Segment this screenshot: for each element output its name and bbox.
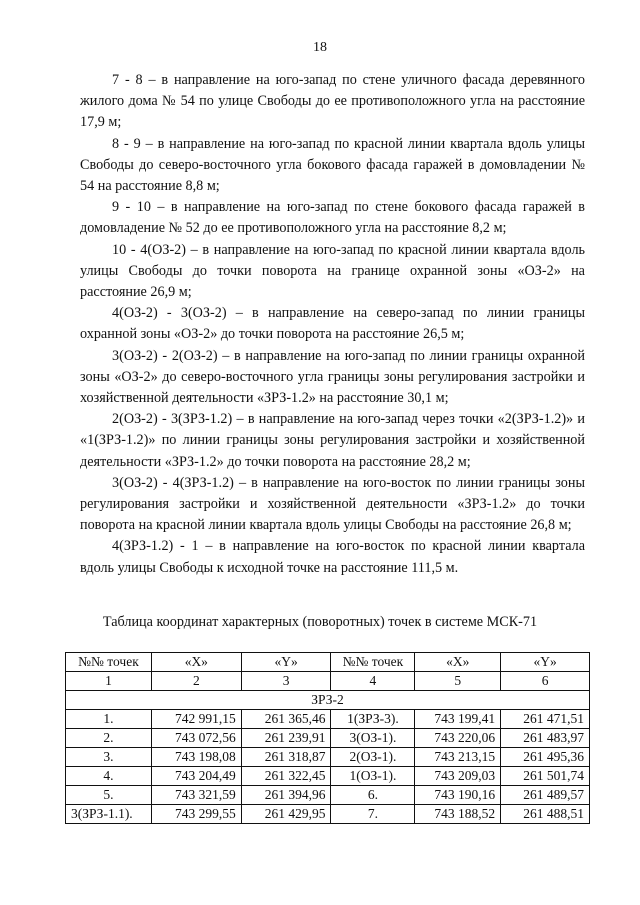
- table-row: [66, 805, 590, 824]
- column-header: «X»: [415, 653, 501, 672]
- table-row: [66, 729, 590, 748]
- paragraph: 10 - 4(ОЗ-2) – в направление на юго-запад по красной линии квартала вдоль улицы Свободы до точки поворота на границе охранной зоны «ОЗ-2» на расстояние 26,9 м;: [80, 241, 585, 301]
- x-value: 743 299,55: [151, 805, 241, 824]
- x-value: 743 199,41: [415, 710, 501, 729]
- column-header: №№ точек: [331, 653, 415, 672]
- table-header-row: [66, 653, 590, 672]
- y-value: 261 239,91: [241, 729, 331, 748]
- x-value: 743 204,49: [151, 767, 241, 786]
- y-value: 261 489,57: [501, 786, 590, 805]
- y-value: 261 429,95: [241, 805, 331, 824]
- table-row: [66, 748, 590, 767]
- table-row: [66, 767, 590, 786]
- y-value: 261 394,96: [241, 786, 331, 805]
- paragraph: 4(ЗРЗ-1.2) - 1 – в направление на юго-восток по красной линии квартала вдоль улицы Свободы к исходной точке на расстояние 111,5 м.: [80, 538, 585, 576]
- point-id: 2(ОЗ-1).: [331, 748, 415, 767]
- column-number: 5: [415, 672, 501, 691]
- point-id: 3.: [66, 748, 152, 767]
- x-value: 743 190,16: [415, 786, 501, 805]
- group-row: [66, 691, 590, 710]
- point-id: 1(ОЗ-1).: [331, 767, 415, 786]
- x-value: 743 198,08: [151, 748, 241, 767]
- column-number: 4: [331, 672, 415, 691]
- x-value: 743 209,03: [415, 767, 501, 786]
- x-value: 742 991,15: [151, 710, 241, 729]
- y-value: 261 471,51: [501, 710, 590, 729]
- document-body: [80, 70, 585, 579]
- y-value: 261 365,46: [241, 710, 331, 729]
- table-caption: Таблица координат характерных (поворотных) точек в системе МСК-71: [102, 614, 538, 630]
- point-id: 6.: [331, 786, 415, 805]
- paragraph: 7 - 8 – в направление на юго-запад по стене уличного фасада деревянного жилого дома № 54 по улице Свободы до ее противоположного угла на расстояние 17,9 м;: [80, 72, 585, 131]
- point-id: 4.: [66, 767, 152, 786]
- group-label: ЗРЗ-2: [66, 691, 590, 710]
- table-row: [66, 786, 590, 805]
- point-id: 3(ЗРЗ-1.1).: [66, 805, 152, 824]
- coordinates-table: [65, 652, 590, 824]
- x-value: 743 220,06: [415, 729, 501, 748]
- paragraph: 3(ОЗ-2) - 4(ЗРЗ-1.2) – в направление на юго-восток по линии границы зоны регулирования застройки и хозяйственной деятельности «ЗРЗ-1.2» до точки поворота на красной линии квартала вдоль улицы Свободы на расстояние 26,8 м;: [80, 474, 585, 534]
- point-id: 3(ОЗ-1).: [331, 729, 415, 748]
- page-number: 18: [313, 40, 327, 55]
- y-value: 261 318,87: [241, 748, 331, 767]
- column-number: 2: [151, 672, 241, 691]
- paragraph: 2(ОЗ-2) - 3(ЗРЗ-1.2) – в направление на юго-запад через точки «2(ЗРЗ-1.2)» и «1(ЗРЗ-1.2)» по линии границы зоны регулирования застройки и хозяйственной деятельности «ЗРЗ-1.2» до точки поворота на расстояние 28,2 м;: [80, 411, 585, 470]
- point-id: 2.: [66, 729, 152, 748]
- column-header: «X»: [151, 653, 241, 672]
- point-id: 1(ЗРЗ-3).: [331, 710, 415, 729]
- point-id: 7.: [331, 805, 415, 824]
- y-value: 261 488,51: [501, 805, 590, 824]
- column-number: 1: [66, 672, 152, 691]
- x-value: 743 188,52: [415, 805, 501, 824]
- x-value: 743 213,15: [415, 748, 501, 767]
- column-header: «Y»: [501, 653, 590, 672]
- column-number: 6: [501, 672, 590, 691]
- table-row: [66, 710, 590, 729]
- x-value: 743 072,56: [151, 729, 241, 748]
- y-value: 261 483,97: [501, 729, 590, 748]
- column-number: 3: [241, 672, 331, 691]
- column-header: №№ точек: [66, 653, 152, 672]
- x-value: 743 321,59: [151, 786, 241, 805]
- paragraph: 9 - 10 – в направление на юго-запад по стене бокового фасада гаражей в домовладение № 52 до ее противоположного угла на расстояние 8,2 м;: [80, 199, 585, 237]
- y-value: 261 495,36: [501, 748, 590, 767]
- column-number-row: [66, 672, 590, 691]
- paragraph: 8 - 9 – в направление на юго-запад по красной линии квартала вдоль улицы Свободы до северо-восточного угла бокового фасада гаражей в домовладении № 54 на расстояние 8,8 м;: [80, 135, 585, 195]
- y-value: 261 501,74: [501, 767, 590, 786]
- column-header: «Y»: [241, 653, 331, 672]
- paragraph: 4(ОЗ-2) - 3(ОЗ-2) – в направление на северо-запад по линии границы охранной зоны «ОЗ-2» до точки поворота на расстояние 26,5 м;: [80, 305, 585, 343]
- point-id: 5.: [66, 786, 152, 805]
- y-value: 261 322,45: [241, 767, 331, 786]
- point-id: 1.: [66, 710, 152, 729]
- paragraph: 3(ОЗ-2) - 2(ОЗ-2) – в направление на юго-запад по линии границы охранной зоны «ОЗ-2» до северо-восточного угла границы зоны регулирования застройки и хозяйственной деятельности «ЗРЗ-1.2» на расстояние 30,1 м;: [80, 347, 585, 407]
